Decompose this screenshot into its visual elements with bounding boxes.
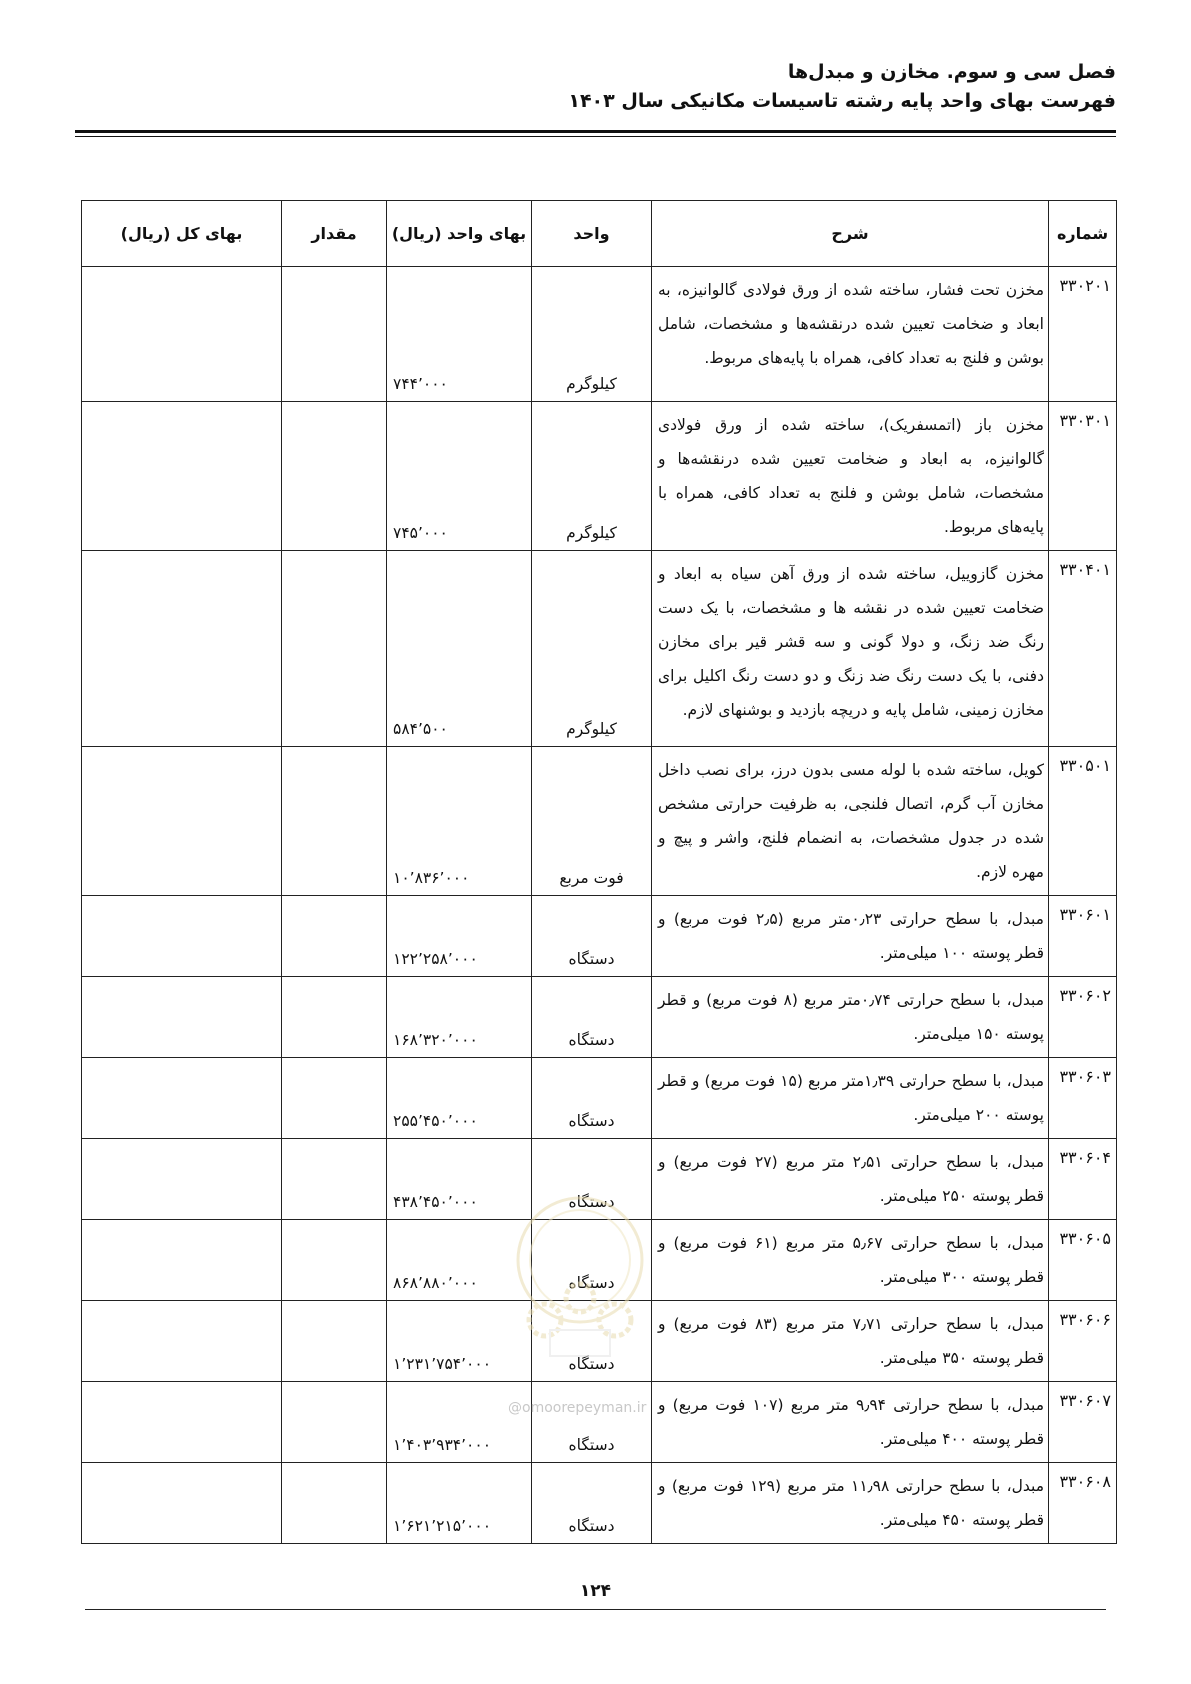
row-total-price	[82, 1139, 282, 1220]
document-title: فهرست بهای واحد پایه رشته تاسیسات مکانیکی سال ۱۴۰۳	[568, 90, 1116, 112]
row-description: مخزن باز (اتمسفریک)، ساخته شده از ورق فولادی گالوانیزه، به ابعاد و ضخامت تعیین شده درنقشه‌ها و مشخصات، شامل بوشن و فلنج به تعداد کافی، همراه با پایه‌های مربوط.	[652, 402, 1049, 551]
row-unit-price: ۱۲۲٬۲۵۸٬۰۰۰	[387, 896, 532, 977]
row-quantity	[282, 977, 387, 1058]
row-unit-price: ۱۶۸٬۳۲۰٬۰۰۰	[387, 977, 532, 1058]
page-header	[75, 58, 1116, 116]
row-unit: دستگاه	[532, 1382, 652, 1463]
row-code: ۳۳۰۶۰۱	[1049, 896, 1117, 977]
table-row	[82, 1301, 1117, 1382]
row-description: کویل، ساخته شده با لوله مسی بدون درز، برای نصب داخل مخازن آب گرم، اتصال فلنجی، به ظرفیت حرارتی مشخص شده در جدول مشخصات، به انضمام فلنج، واشر و پیچ و مهره لازم.	[652, 747, 1049, 896]
row-code: ۳۳۰۶۰۸	[1049, 1463, 1117, 1544]
row-total-price	[82, 267, 282, 402]
row-unit-price: ۲۵۵٬۴۵۰٬۰۰۰	[387, 1058, 532, 1139]
row-total-price	[82, 1058, 282, 1139]
table-row	[82, 896, 1117, 977]
table-row	[82, 1382, 1117, 1463]
row-description: مبدل، با سطح حرارتی ۲٫۵۱ متر مربع (۲۷ فوت مربع) و قطر پوسته ۲۵۰ میلی‌متر.	[652, 1139, 1049, 1220]
row-unit: دستگاه	[532, 1463, 652, 1544]
row-total-price	[82, 1382, 282, 1463]
row-code: ۳۳۰۶۰۲	[1049, 977, 1117, 1058]
row-description: مبدل، با سطح حرارتی ۵٫۶۷ متر مربع (۶۱ فوت مربع) و قطر پوسته ۳۰۰ میلی‌متر.	[652, 1220, 1049, 1301]
row-description: مخزن تحت فشار، ساخته شده از ورق فولادی گالوانیزه، به ابعاد و ضخامت تعیین شده درنقشه‌ها و مشخصات، شامل بوشن و فلنج به تعداد کافی، همراه با پایه‌های مربوط.	[652, 267, 1049, 402]
row-unit: دستگاه	[532, 896, 652, 977]
row-description: مبدل، با سطح حرارتی ۱۱٫۹۸ متر مربع (۱۲۹ فوت مربع) و قطر پوسته ۴۵۰ میلی‌متر.	[652, 1463, 1049, 1544]
row-description: مبدل، با سطح حرارتی ۷٫۷۱ متر مربع (۸۳ فوت مربع) و قطر پوسته ۳۵۰ میلی‌متر.	[652, 1301, 1049, 1382]
table-row	[82, 1058, 1117, 1139]
row-quantity	[282, 1301, 387, 1382]
row-total-price	[82, 1463, 282, 1544]
row-total-price	[82, 747, 282, 896]
header-total-price: بهای کل (ریال)	[82, 201, 282, 267]
row-unit: فوت مربع	[532, 747, 652, 896]
chapter-title: فصل سی و سوم. مخازن و مبدل‌ها	[787, 61, 1116, 83]
row-quantity	[282, 896, 387, 977]
row-quantity	[282, 1220, 387, 1301]
row-code: ۳۳۰۶۰۶	[1049, 1301, 1117, 1382]
row-unit: دستگاه	[532, 1139, 652, 1220]
table-row	[82, 1463, 1117, 1544]
row-total-price	[82, 1301, 282, 1382]
table-row	[82, 747, 1117, 896]
row-code: ۳۳۰۵۰۱	[1049, 747, 1117, 896]
row-quantity	[282, 747, 387, 896]
table-row	[82, 402, 1117, 551]
row-code: ۳۳۰۶۰۷	[1049, 1382, 1117, 1463]
header-rule-thick	[75, 130, 1116, 133]
row-description: مبدل، با سطح حرارتی ۰٫۷۴متر مربع (۸ فوت مربع) و قطر پوسته ۱۵۰ میلی‌متر.	[652, 977, 1049, 1058]
row-unit-price: ۱٬۶۲۱٬۲۱۵٬۰۰۰	[387, 1463, 532, 1544]
row-total-price	[82, 1220, 282, 1301]
row-description: مبدل، با سطح حرارتی ۰٫۲۳متر مربع (۲٫۵ فوت مربع) و قطر پوسته ۱۰۰ میلی‌متر.	[652, 896, 1049, 977]
row-unit: دستگاه	[532, 1220, 652, 1301]
row-code: ۳۳۰۶۰۵	[1049, 1220, 1117, 1301]
row-quantity	[282, 267, 387, 402]
row-description: مخزن گازوییل، ساخته شده از ورق آهن سیاه به ابعاد و ضخامت تعیین شده در نقشه ها و مشخصات، با یک دست رنگ ضد زنگ، و دولا گونی و سه قشر قیر برای مخازن دفنی، با یک دست رنگ ضد زنگ و دو دست رنگ اکلیل برای مخازن زمینی، شامل پایه و دریچه بازدید و بوشنهای لازم.	[652, 551, 1049, 747]
row-unit: دستگاه	[532, 977, 652, 1058]
header-unit-price: بهای واحد (ریال)	[387, 201, 532, 267]
header-code: شماره	[1049, 201, 1117, 267]
row-quantity	[282, 1382, 387, 1463]
row-unit-price: ۱۰٬۸۳۶٬۰۰۰	[387, 747, 532, 896]
row-code: ۳۳۰۳۰۱	[1049, 402, 1117, 551]
row-total-price	[82, 896, 282, 977]
row-code: ۳۳۰۶۰۳	[1049, 1058, 1117, 1139]
row-unit: دستگاه	[532, 1058, 652, 1139]
watermark-text: @omoorepeyman.ir	[508, 1400, 647, 1416]
header-unit: واحد	[532, 201, 652, 267]
header-quantity: مقدار	[282, 201, 387, 267]
row-unit-price: ۷۴۵٬۰۰۰	[387, 402, 532, 551]
row-unit-price: ۱٬۴۰۳٬۹۳۴٬۰۰۰	[387, 1382, 532, 1463]
row-description: مبدل، با سطح حرارتی ۹٫۹۴ متر مربع (۱۰۷ فوت مربع) و قطر پوسته ۴۰۰ میلی‌متر.	[652, 1382, 1049, 1463]
row-unit-price: ۸۶۸٬۸۸۰٬۰۰۰	[387, 1220, 532, 1301]
row-total-price	[82, 977, 282, 1058]
row-code: ۳۳۰۴۰۱	[1049, 551, 1117, 747]
row-total-price	[82, 551, 282, 747]
row-unit-price: ۱٬۲۳۱٬۷۵۴٬۰۰۰	[387, 1301, 532, 1382]
row-unit: کیلوگرم	[532, 402, 652, 551]
row-total-price	[82, 402, 282, 551]
footer-rule	[85, 1609, 1106, 1610]
header-description: شرح	[652, 201, 1049, 267]
table-row	[82, 267, 1117, 402]
row-quantity	[282, 402, 387, 551]
table-row	[82, 1139, 1117, 1220]
table-header-row	[82, 201, 1117, 267]
row-quantity	[282, 1463, 387, 1544]
row-quantity	[282, 551, 387, 747]
price-table	[81, 200, 1117, 1544]
table-row	[82, 1220, 1117, 1301]
table-row	[82, 977, 1117, 1058]
row-unit-price: ۵۸۴٬۵۰۰	[387, 551, 532, 747]
page-number: ۱۲۴	[579, 1581, 612, 1601]
table-row	[82, 551, 1117, 747]
row-unit: دستگاه	[532, 1301, 652, 1382]
row-code: ۳۳۰۶۰۴	[1049, 1139, 1117, 1220]
row-unit-price: ۴۳۸٬۴۵۰٬۰۰۰	[387, 1139, 532, 1220]
row-description: مبدل، با سطح حرارتی ۱٫۳۹متر مربع (۱۵ فوت مربع) و قطر پوسته ۲۰۰ میلی‌متر.	[652, 1058, 1049, 1139]
header-rule-thin	[75, 136, 1116, 137]
row-unit: کیلوگرم	[532, 551, 652, 747]
row-quantity	[282, 1058, 387, 1139]
row-unit-price: ۷۴۴٬۰۰۰	[387, 267, 532, 402]
row-code: ۳۳۰۲۰۱	[1049, 267, 1117, 402]
row-unit: کیلوگرم	[532, 267, 652, 402]
row-quantity	[282, 1139, 387, 1220]
